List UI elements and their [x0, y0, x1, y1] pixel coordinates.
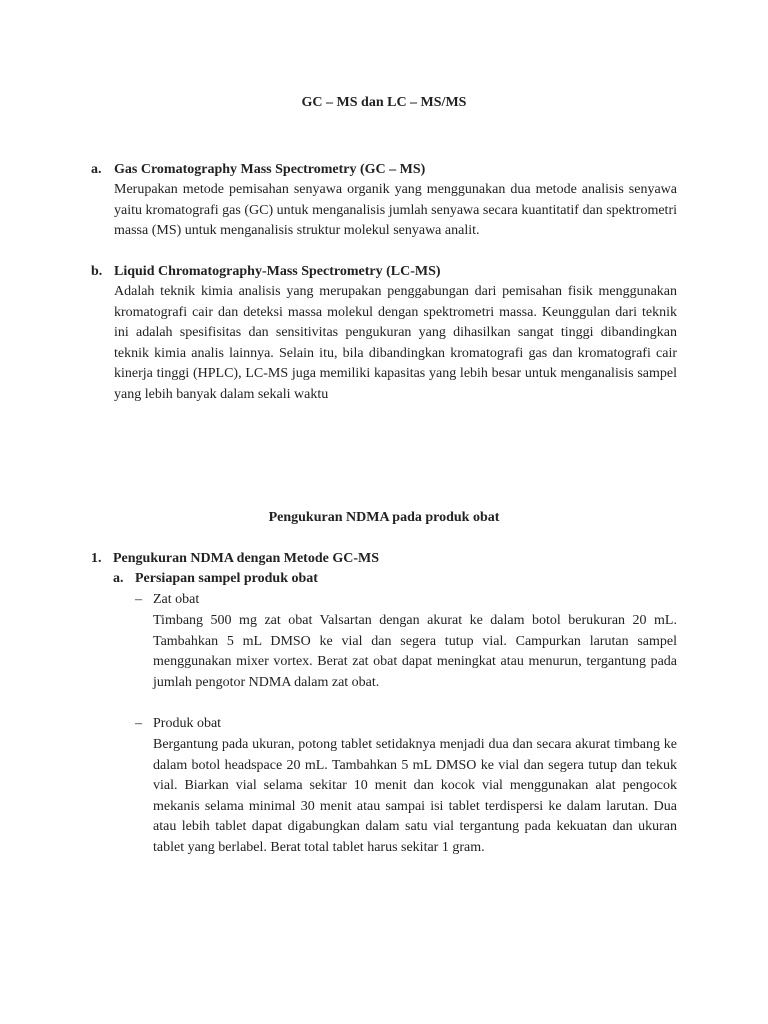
- section-a-heading: Gas Cromatography Mass Spectrometry (GC – MS): [114, 162, 426, 177]
- zat-obat-body: Timbang 500 mg zat obat Valsartan dengan akurat ke dalam botol berukuran 20 mL. Tambahkan 5 mL DMSO ke vial dan segera tutup vial. Campurkan larutan sampel menggunakan mixer vortex. Berat zat obat dapat meningkat atau menurun, tergantung pada jumlah pengotor NDMA dalam zat obat.: [153, 613, 677, 690]
- zat-obat-label: Zat obat: [153, 592, 200, 607]
- item-1-marker: 1.: [91, 551, 102, 566]
- section-b-body: Adalah teknik kimia analisis yang merupakan penggabungan dari pemisahan fisik menggunakan kromatografi cair dan deteksi massa molekul dengan spektrometri massa. Keunggulan dari teknik ini adalah spesifisitas dan sensitivitas pengukuran yang dihasilkan sangat tinggi dibandingkan teknik kimia analis lainnya. Selain itu, bila dibandingkan kromatografi gas dan kromatografi cair kinerja tinggi (HPLC), LC-MS juga memiliki kapasitas yang lebih besar untuk menganalisis sampel yang lebih banyak dalam sekali waktu: [114, 284, 677, 402]
- section-a-body: Merupakan metode pemisahan senyawa organik yang menggunakan dua metode analisis senyawa yaitu kromatografi gas (GC) untuk menganalisis jumlah senyawa secara kuantitatif dan spektrometri massa (MS) untuk menganalisis struktur molekul senyawa analit.: [114, 182, 677, 238]
- produk-obat-label: Produk obat: [153, 716, 222, 731]
- item-1-heading: Pengukuran NDMA dengan Metode GC-MS: [113, 551, 380, 566]
- produk-obat-dash: –: [135, 716, 142, 731]
- item-1a-marker: a.: [113, 571, 124, 586]
- section-b-heading: Liquid Chromatography-Mass Spectrometry (LC-MS): [114, 264, 441, 279]
- section-a-marker: a.: [91, 162, 102, 177]
- section-b-marker: b.: [91, 264, 103, 279]
- document-title: GC – MS dan LC – MS/MS: [301, 95, 467, 110]
- item-1a-heading: Persiapan sampel produk obat: [135, 571, 318, 586]
- produk-obat-body: Bergantung pada ukuran, potong tablet setidaknya menjadi dua dan secara akurat timbang ke dalam botol headspace 20 mL. Tambahkan 5 mL DMSO ke vial dan segera tutup dan tekuk vial. Biarkan vial selama sekitar 10 menit dan kocok vial menggunakan alat pengocok mekanis selama minimal 30 menit atau sampai isi tablet terdispersi ke dalam larutan. Dua atau lebih tablet dapat digabungkan dalam satu vial tergantung pada kekuatan dan ukuran tablet yang berlabel. Berat total tablet harus sekitar 1 gram.: [153, 737, 677, 855]
- zat-obat-dash: –: [135, 592, 142, 607]
- section-subtitle: Pengukuran NDMA pada produk obat: [268, 510, 500, 525]
